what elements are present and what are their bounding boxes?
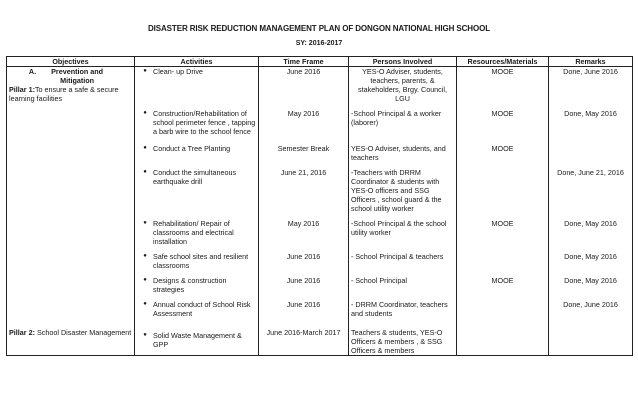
pillar-1-label: Pillar 1: [9, 85, 35, 94]
drrm-plan-table [6, 56, 633, 356]
bullet-icon: ● [143, 253, 147, 259]
pillar-2-label: Pillar 2: [9, 328, 35, 337]
resources-cell [457, 168, 549, 213]
objective-heading [9, 67, 132, 85]
remarks-cell: Done, June 21, 2016 [549, 168, 633, 213]
bullet-icon: ● [143, 169, 147, 175]
activity-cell [135, 109, 259, 136]
objective-letter: A. [28, 67, 37, 76]
column-header-remarks: Remarks [549, 57, 633, 67]
column-header-persons-involved: Persons Involved [349, 57, 457, 67]
objective-cell [7, 67, 135, 104]
activity-cell [135, 168, 259, 213]
time-frame-cell: Semester Break [259, 144, 349, 162]
document-title: DISASTER RISK REDUCTION MANAGEMENT PLAN OF DONGON NATIONAL HIGH SCHOOL [147, 24, 491, 33]
remarks-cell: Done, May 2016 [549, 276, 633, 294]
time-frame-cell: May 2016 [259, 109, 349, 136]
objective-cell [7, 276, 135, 294]
activity-text: Conduct a Tree Planting [153, 144, 231, 153]
persons-cell: YES-O Adviser, students, and teachers [349, 144, 457, 162]
time-frame-cell: June 2016 [259, 67, 349, 104]
remarks-cell: Done, June 2016 [549, 67, 633, 104]
persons-cell: - School Principal & teachers [349, 252, 457, 270]
table-row [7, 67, 633, 104]
remarks-cell: Done, June 2016 [549, 300, 633, 318]
objective-cell [7, 300, 135, 318]
activity-text: Construction/Rehabilitation of school perimeter fence , tapping a barb wire to the school fence [153, 109, 256, 136]
activity-text: Safe school sites and resilient classrooms [153, 252, 249, 270]
table-row [7, 168, 633, 213]
activity-cell [135, 219, 259, 246]
persons-cell: Teachers & students, YES-O Officers & members , & SSG Officers & members [349, 328, 457, 356]
column-header-time-frame: Time Frame [259, 57, 349, 67]
remarks-cell: Done, May 2016 [549, 109, 633, 136]
activity-text: Annual conduct of School Risk Assessment [153, 300, 251, 318]
school-year: SY: 2016-2017 [295, 40, 343, 47]
persons-cell: YES-O Adviser, students, teachers, parents, & stakeholders, Brgy. Council, LGU [349, 67, 457, 104]
resources-cell: MOOE [457, 219, 549, 246]
pillar-1-description [9, 85, 132, 103]
activity-text: Solid Waste Management & GPP [153, 331, 242, 349]
resources-cell: MOOE [457, 276, 549, 294]
activity-cell [135, 67, 259, 104]
activity-cell [135, 144, 259, 162]
column-header-objectives: Objectives [7, 57, 135, 67]
column-header-resources: Resources/Materials [457, 57, 549, 67]
time-frame-cell: May 2016 [259, 219, 349, 246]
activity-cell [135, 276, 259, 294]
resources-cell: MOOE [457, 144, 549, 162]
time-frame-cell: June 2016 [259, 252, 349, 270]
remarks-cell [549, 328, 633, 356]
objective-cell [7, 252, 135, 270]
table-row [7, 144, 633, 162]
pillar-2-text: School Disaster Management [34, 328, 132, 337]
objective-cell [7, 328, 135, 356]
objective-cell [7, 219, 135, 246]
table-row [7, 219, 633, 246]
bullet-icon: ● [143, 277, 147, 283]
persons-cell: -School Principal & the school utility worker [349, 219, 457, 246]
table-row [7, 109, 633, 136]
activity-text: Clean- up Drive [153, 67, 203, 76]
remarks-cell [549, 144, 633, 162]
resources-cell [457, 328, 549, 356]
resources-cell [457, 300, 549, 318]
bullet-icon: ● [143, 110, 147, 116]
remarks-cell: Done, May 2016 [549, 219, 633, 246]
time-frame-cell: June 2016 [259, 300, 349, 318]
objective-cell [7, 144, 135, 162]
remarks-cell: Done, May 2016 [549, 252, 633, 270]
objective-title: Prevention and Mitigation [51, 67, 104, 85]
time-frame-cell: June 21, 2016 [259, 168, 349, 213]
bullet-icon: ● [143, 68, 147, 74]
pillar-2-description [9, 328, 132, 337]
activity-text: Designs & construction strategies [153, 276, 227, 294]
bullet-icon: ● [143, 220, 147, 226]
activity-cell [135, 252, 259, 270]
table-row [7, 328, 633, 356]
persons-cell: -School Principal & a worker (laborer) [349, 109, 457, 136]
resources-cell: MOOE [457, 109, 549, 136]
persons-cell: - DRRM Coordinator, teachers and students [349, 300, 457, 318]
activity-text: Conduct the simultaneous earthquake drill [153, 168, 237, 186]
persons-cell: - School Principal [349, 276, 457, 294]
activity-cell [135, 328, 259, 356]
resources-cell: MOOE [457, 67, 549, 104]
column-header-activities: Activities [135, 57, 259, 67]
bullet-icon: ● [143, 332, 147, 338]
pillar-1-text: To ensure a safe & secure learning facilities [9, 85, 119, 103]
persons-cell: -Teachers with DRRM Coordinator & students with YES-O officers and SSG Officers , school guard & the school utility worker [349, 168, 457, 213]
table-row [7, 276, 633, 294]
resources-cell [457, 252, 549, 270]
bullet-icon: ● [143, 301, 147, 307]
table-row [7, 252, 633, 270]
bullet-icon: ● [143, 145, 147, 151]
time-frame-cell: June 2016 [259, 276, 349, 294]
activity-text: Rehabilitation/ Repair of classrooms and electrical installation [153, 219, 234, 246]
table-row [7, 300, 633, 318]
table-header-row [7, 57, 633, 67]
objective-cell [7, 168, 135, 213]
objective-cell [7, 109, 135, 136]
time-frame-cell: June 2016-March 2017 [259, 328, 349, 356]
activity-cell [135, 300, 259, 318]
